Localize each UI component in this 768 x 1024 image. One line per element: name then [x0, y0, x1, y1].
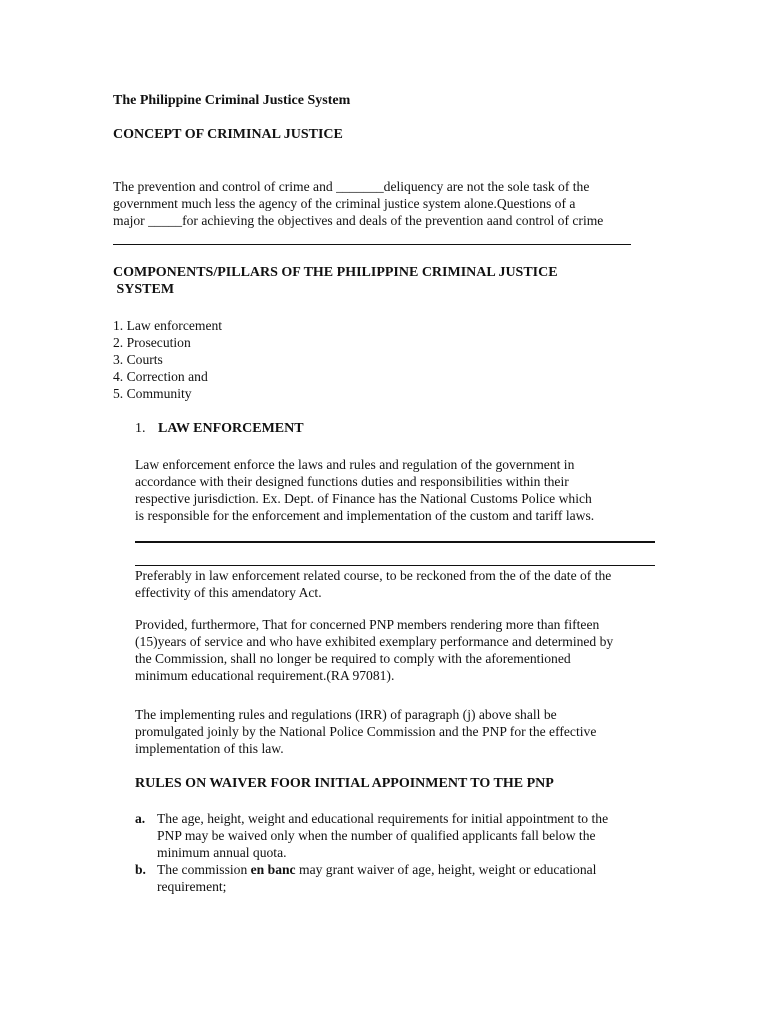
item-text — [157, 810, 608, 861]
paragraph-line: respective jurisdiction. Ex. Dept. of Finance has the National Customs Police which — [135, 491, 592, 506]
paragraph-line: Provided, furthermore, That for concerned PNP members rendering more than fifteen — [135, 617, 600, 632]
section-number: 1. — [135, 421, 146, 436]
components-heading-line: COMPONENTS/PILLARS OF THE PHILIPPINE CRIMINAL JUSTICE — [113, 265, 558, 280]
paragraph-line: implementation of this law. — [135, 741, 284, 756]
concept-heading: CONCEPT OF CRIMINAL JUSTICE — [113, 127, 343, 142]
paragraph-line: effectivity of this amendatory Act. — [135, 585, 322, 600]
section-heading — [135, 420, 304, 437]
list-item: 2. Prosecution — [113, 335, 191, 350]
irr-paragraph — [135, 706, 596, 757]
divider-rule — [135, 541, 655, 543]
list-item — [135, 810, 608, 861]
paragraph-line: The implementing rules and regulations (IRR) of paragraph (j) above shall be — [135, 707, 557, 722]
components-heading-line: SYSTEM — [113, 282, 175, 297]
divider-rule — [113, 244, 631, 245]
components-heading — [113, 264, 558, 298]
paragraph-line: accordance with their designed functions duties and responsibilities within their — [135, 474, 569, 489]
concept-paragraph — [113, 178, 603, 229]
section-title: LAW ENFORCEMENT — [158, 421, 304, 436]
list-item: 4. Correction and — [113, 369, 208, 384]
provided-paragraph — [135, 616, 613, 684]
law-enforcement-paragraph — [135, 456, 594, 524]
waiver-list — [135, 810, 608, 895]
item-text-bold: en banc — [250, 862, 296, 877]
list-item — [135, 861, 608, 895]
pillars-list — [113, 317, 222, 402]
list-item: 1. Law enforcement — [113, 318, 223, 333]
item-marker: b. — [135, 862, 146, 877]
item-text — [157, 861, 596, 895]
list-item: 5. Community — [113, 386, 192, 401]
concept-line: major _____for achieving the objectives and deals of the prevention aand control of crime — [113, 213, 604, 228]
item-text-pre: The commission — [157, 862, 251, 877]
paragraph-line: (15)years of service and who have exhibited exemplary performance and determined by — [135, 634, 614, 649]
list-item: 3. Courts — [113, 352, 163, 367]
item-line — [157, 861, 596, 878]
concept-line: The prevention and control of crime and _______deliquency are not the sole task of the — [113, 179, 590, 194]
preferably-paragraph — [135, 567, 611, 601]
paragraph-line: is responsible for the enforcement and implementation of the custom and tariff laws. — [135, 508, 595, 523]
paragraph-line: the Commission, shall no longer be required to comply with the aforementioned — [135, 651, 571, 666]
item-marker: a. — [135, 811, 146, 826]
document-title: The Philippine Criminal Justice System — [113, 93, 351, 108]
item-text-post: may grant waiver of age, height, weight or educational — [295, 862, 597, 877]
paragraph-line: Law enforcement enforce the laws and rules and regulation of the government in — [135, 457, 575, 472]
item-line: requirement; — [157, 879, 227, 894]
paragraph-line: promulgated joinly by the National Police Commission and the PNP for the effective — [135, 724, 597, 739]
divider-rule — [135, 565, 655, 566]
item-line: PNP may be waived only when the number of qualified applicants fall below the — [157, 828, 596, 843]
paragraph-line: Preferably in law enforcement related course, to be reckoned from the of the date of the — [135, 568, 612, 583]
waiver-heading: RULES ON WAIVER FOOR INITIAL APPOINMENT TO THE PNP — [135, 776, 554, 791]
concept-line: government much less the agency of the criminal justice system alone.Questions of a — [113, 196, 576, 211]
item-line: The age, height, weight and educational requirements for initial appointment to the — [157, 811, 609, 826]
item-line: minimum annual quota. — [157, 845, 287, 860]
paragraph-line: minimum educational requirement.(RA 97081). — [135, 668, 395, 683]
